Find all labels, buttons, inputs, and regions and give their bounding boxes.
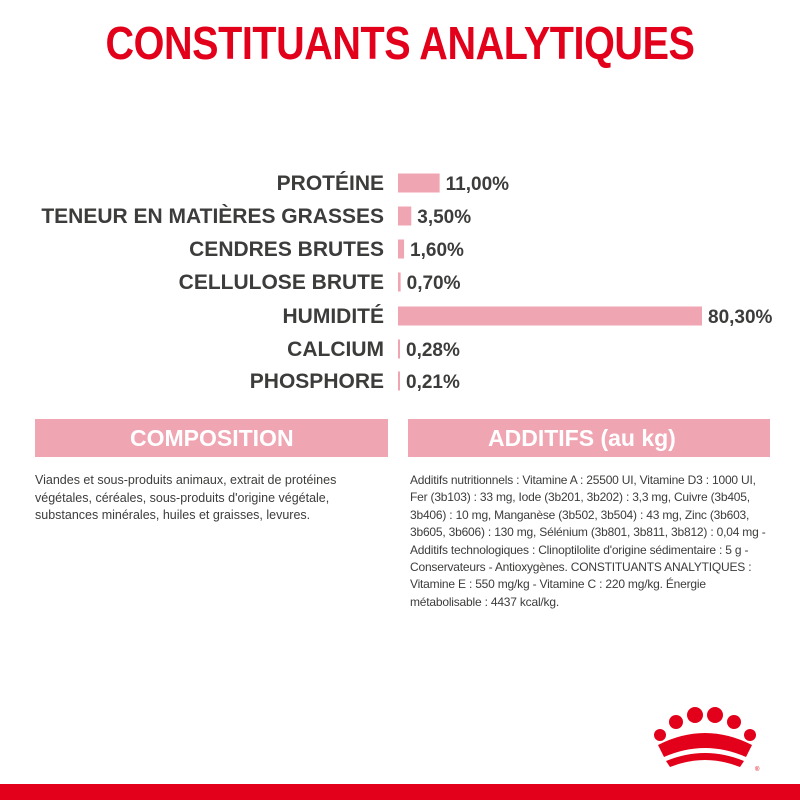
nutrient-bar	[398, 372, 400, 391]
composition-text: Viandes et sous-produits animaux, extrait de protéines végétales, céréales, sous-produits d'origine végétale, substances minérales, huiles et graisses, levures.	[35, 473, 337, 522]
nutrient-value-label: 0,70%	[406, 273, 461, 294]
additives-header-label: ADDITIFS (au kg)	[488, 425, 676, 451]
nutrient-bar	[398, 240, 404, 259]
nutrient-value-label: 0,21%	[406, 372, 460, 393]
additives-header	[408, 419, 770, 457]
nutrient-value-label: 11,00%	[445, 174, 510, 195]
nutrient-value-label: 1,60%	[410, 240, 464, 261]
bottom-brand-bar	[0, 784, 800, 800]
page-title: CONSTITUANTS ANALYTIQUES	[105, 17, 695, 69]
nutrient-value-label: 3,50%	[417, 207, 472, 228]
nutrient-bar	[398, 207, 411, 226]
composition-header-label: COMPOSITION	[130, 425, 294, 451]
nutrient-bar	[398, 340, 400, 359]
nutrient-label: CELLULOSE BRUTE	[178, 271, 384, 294]
nutrient-value-label: 80,30%	[708, 307, 773, 328]
nutrient-bar	[398, 174, 440, 193]
svg-text:®: ®	[755, 767, 760, 773]
nutrient-label: PROTÉINE	[276, 172, 384, 195]
nutrient-label: TENEUR EN MATIÈRES GRASSES	[41, 205, 384, 228]
nutrient-bar	[398, 273, 401, 292]
nutrient-value-label: 0,28%	[406, 340, 460, 361]
nutrient-label: PHOSPHORE	[249, 370, 384, 393]
nutrient-label: HUMIDITÉ	[282, 305, 384, 328]
additives-text: Additifs nutritionnels : Vitamine A : 25500 UI, Vitamine D3 : 1000 UI, Fer (3b103) : 33 mg, Iode (3b201, 3b202) : 3,3 mg, Cuivre (3b405, 3b406) : 10 mg, Manganèse (3b502, 3b504) : 43 mg, Zinc (3b603, 3b605, 3b606) : 130 mg, Sélénium (3b801, 3b811, 3b812) : 0,04 mg - Additifs technologiques : Clinoptilolite d'origine sédimentaire : 5 g - Conservateurs - Antioxygènes. CONSTITUANTS ANALYTIQUES : Vitamine E : 550 mg/kg - Vitamine C : 220 mg/kg. Énergie métabolisable : 4437 kcal/kg.	[410, 473, 766, 609]
composition-header	[35, 419, 388, 457]
nutrient-label: CENDRES BRUTES	[189, 238, 384, 261]
nutrient-label: CALCIUM	[287, 338, 384, 361]
nutrient-bar	[398, 307, 702, 326]
royal-canin-crown-icon	[650, 705, 760, 773]
